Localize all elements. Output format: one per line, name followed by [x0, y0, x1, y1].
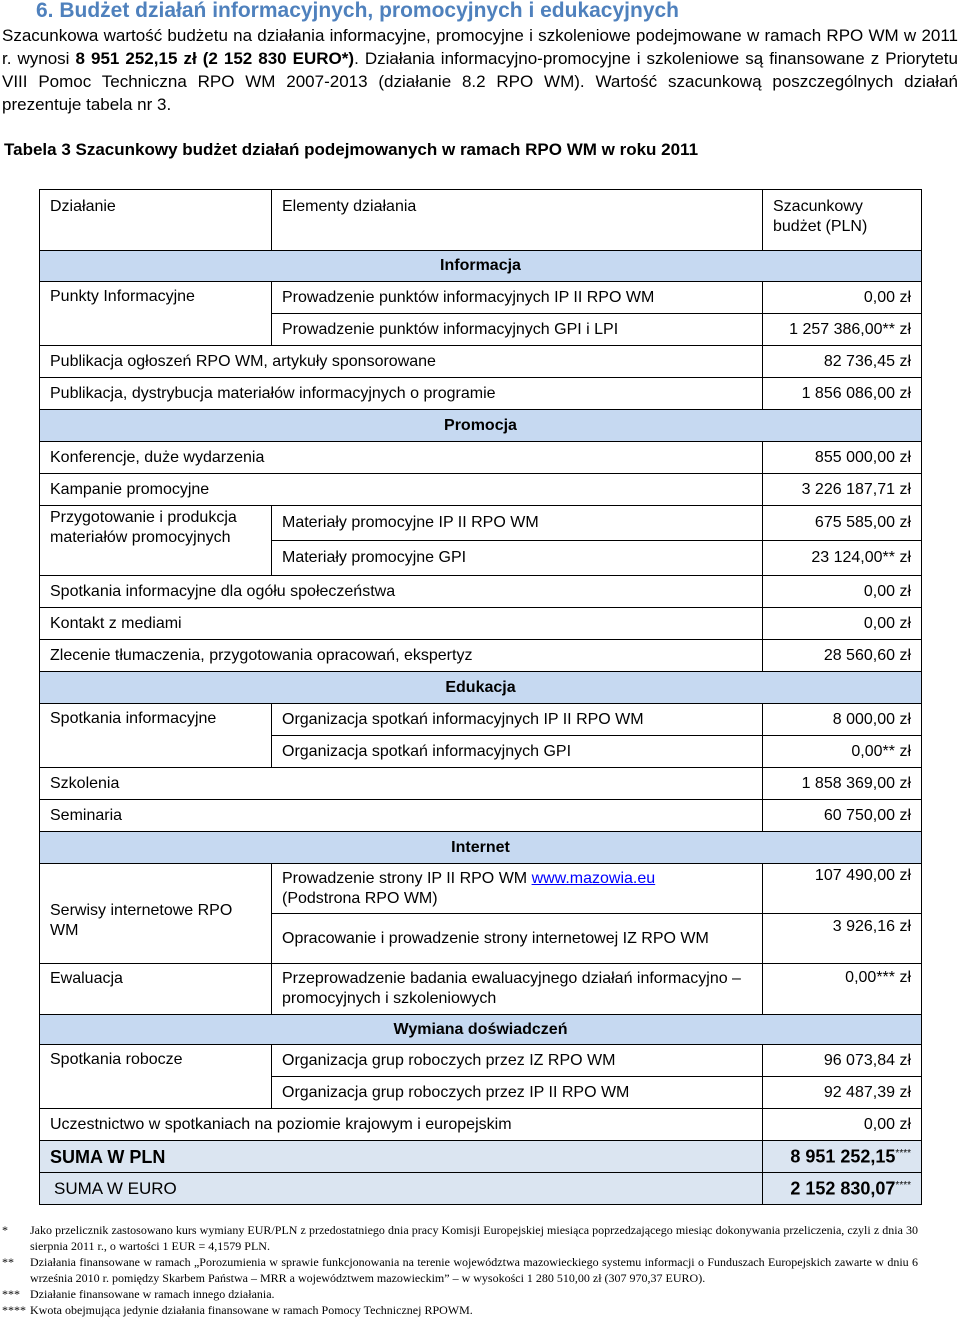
footnotes — [0, 1222, 960, 1318]
table-row — [40, 474, 922, 506]
element-cell: Organizacja grup roboczych przez IZ RPO WM — [272, 1045, 763, 1077]
table-row — [40, 608, 922, 640]
row-kampanie: Kampanie promocyjne — [40, 474, 763, 506]
table-row — [40, 346, 922, 378]
sum-eur-mark: **** — [895, 1180, 911, 1192]
amount-cell: 28 560,60 zł — [763, 640, 922, 672]
section-informacja: Informacja — [40, 251, 922, 282]
footnote-mark: ** — [2, 1255, 14, 1269]
amount-cell: 23 124,00** zł — [763, 541, 922, 576]
section-row-wymiana — [40, 1015, 922, 1045]
footnote-text: Działania finansowane w ramach „Porozumienia w sprawie funkcjonowania na terenie województwa mazowieckiego systemu informacji o Funduszach Europejskich zawarte w dniu 6 września 2010 r. pomiędzy Skarbem Państwa – MRR a województwem mazowieckim” – w wysokości 1 280 510,00 zł (307 970,37 EURO). — [30, 1255, 918, 1285]
amount-cell: 96 073,84 zł — [763, 1045, 922, 1077]
sum-pln-label: SUMA W PLN — [40, 1141, 763, 1173]
table-row — [40, 1109, 922, 1141]
mazowia-link[interactable]: www.mazowia.eu — [531, 869, 656, 887]
table-caption: Tabela 3 Szacunkowy budżet działań podejmowanych w ramach RPO WM w roku 2011 — [4, 140, 699, 159]
serwisy-podstrona: (Podstrona RPO WM) — [282, 889, 438, 907]
serwisy-text: Prowadzenie strony IP II RPO WM — [282, 869, 532, 887]
section-row-edukacja — [40, 672, 922, 704]
row-publikacja-dystrybucja: Publikacja, dystrybucja materiałów informacyjnych o programie — [40, 378, 763, 410]
table-row — [40, 864, 922, 914]
amount-cell: 0,00 zł — [763, 608, 922, 640]
footnote-text: Działanie finansowane w ramach innego działania. — [30, 1287, 275, 1301]
row-zlecenie: Zlecenie tłumaczenia, przygotowania opracowań, ekspertyz — [40, 640, 763, 672]
table-row — [40, 378, 922, 410]
amount-cell: 0,00 zł — [763, 282, 922, 314]
table-header-row — [40, 190, 922, 251]
intro-text-1: Szacunkowa wartość budżetu na działania informacyjne, promocyjne i szkoleniowe podejmowane w ramach RPO WM w 2011 r. wynosi — [2, 26, 958, 68]
table-row — [40, 640, 922, 672]
amount-cell: 0,00*** zł — [763, 964, 922, 1015]
section-edukacja: Edukacja — [40, 672, 922, 704]
table-row — [40, 800, 922, 832]
row-serwisy: Serwisy internetowe RPO WM — [40, 864, 272, 964]
element-cell: Materiały promocyjne GPI — [272, 541, 763, 576]
row-przygotowanie: Przygotowanie i produkcja materiałów promocyjnych — [40, 506, 272, 576]
footnote-1 — [0, 1222, 960, 1254]
amount-cell: 1 257 386,00** zł — [763, 314, 922, 346]
amount-cell: 0,00 zł — [763, 576, 922, 608]
sum-pln-row — [40, 1141, 922, 1173]
section-row-informacja — [40, 251, 922, 282]
header-elementy: Elementy działania — [272, 190, 763, 251]
element-cell: Prowadzenie punktów informacyjnych IP II RPO WM — [272, 282, 763, 314]
footnote-mark: **** — [2, 1303, 26, 1317]
amount-cell: 855 000,00 zł — [763, 442, 922, 474]
footnote-text: Jako przelicznik zastosowano kurs wymiany EUR/PLN z przedostatniego dnia pracy Komisji Europejskiej miesiąca poprzedzającego miesiąc dokonywania przeliczenia, czyli z dnia 30 sierpnia 2011 r., o wartości 1 EUR = 4,1579 PLN. — [30, 1223, 918, 1253]
intro-amount: 8 951 252,15 zł (2 152 830 EURO*) — [75, 49, 355, 68]
amount-cell: 1 856 086,00 zł — [763, 378, 922, 410]
budget-table — [39, 189, 922, 1205]
sum-eur-value: 2 152 830,07 — [790, 1178, 896, 1199]
table-row — [40, 576, 922, 608]
row-publikacja-ogloszen: Publikacja ogłoszeń RPO WM, artykuły sponsorowane — [40, 346, 763, 378]
element-cell: Materiały promocyjne IP II RPO WM — [272, 506, 763, 541]
amount-cell: 0,00 zł — [763, 1109, 922, 1141]
section-heading: 6. Budżet działań informacyjnych, promocyjnych i edukacyjnych — [36, 0, 680, 22]
table-row — [40, 282, 922, 314]
section-row-internet — [40, 832, 922, 864]
table-row — [40, 964, 922, 1015]
section-internet: Internet — [40, 832, 922, 864]
amount-cell: 3 926,16 zł — [763, 914, 922, 964]
row-ewaluacja: Ewaluacja — [40, 964, 272, 1015]
section-promocja: Promocja — [40, 410, 922, 442]
amount-cell: 675 585,00 zł — [763, 506, 922, 541]
header-budzet: Szacunkowy budżet (PLN) — [763, 190, 922, 251]
row-spotkania-ogol: Spotkania informacyjne dla ogółu społeczeństwa — [40, 576, 763, 608]
table-row — [40, 768, 922, 800]
row-punkty: Punkty Informacyjne — [40, 282, 272, 346]
row-spotkania-informacyjne: Spotkania informacyjne — [40, 704, 272, 768]
element-cell: Organizacja spotkań informacyjnych GPI — [272, 736, 763, 768]
table-row — [40, 506, 922, 541]
sum-pln-cell — [763, 1141, 922, 1173]
row-uczestnictwo: Uczestnictwo w spotkaniach na poziomie krajowym i europejskim — [40, 1109, 763, 1141]
table-row — [40, 1045, 922, 1077]
footnote-text: Kwota obejmująca jedynie działania finansowane w ramach Pomocy Technicznej RPOWM. — [30, 1303, 473, 1317]
table-row — [40, 704, 922, 736]
sum-eur-row — [40, 1173, 922, 1205]
sum-eur-label: SUMA W EURO — [40, 1173, 763, 1205]
row-szkolenia: Szkolenia — [40, 768, 763, 800]
element-cell: Opracowanie i prowadzenie strony internetowej IZ RPO WM — [272, 914, 763, 964]
amount-cell: 107 490,00 zł — [763, 864, 922, 914]
amount-cell: 92 487,39 zł — [763, 1077, 922, 1109]
section-wymiana: Wymiana doświadczeń — [40, 1015, 922, 1045]
footnote-mark: * — [2, 1223, 8, 1237]
sum-eur-cell — [763, 1173, 922, 1205]
footnote-mark: *** — [2, 1287, 20, 1301]
table-row — [40, 442, 922, 474]
footnote-3 — [0, 1286, 960, 1302]
amount-cell: 0,00** zł — [763, 736, 922, 768]
row-seminaria: Seminaria — [40, 800, 763, 832]
element-cell: Organizacja spotkań informacyjnych IP II RPO WM — [272, 704, 763, 736]
row-kontakt: Kontakt z mediami — [40, 608, 763, 640]
header-dzialanie: Działanie — [40, 190, 272, 251]
footnote-4 — [0, 1302, 960, 1318]
intro-text-2: . Działania informacyjno-promocyjne i szkoleniowe są finansowane z Priorytetu VIII Pomoc Techniczna RPO WM 2007-2013 (działanie 8.2 RPO WM). Wartość szacunkową poszczególnych działań prezentuje tabela nr 3. — [2, 49, 958, 114]
row-konferencje: Konferencje, duże wydarzenia — [40, 442, 763, 474]
sum-pln-value: 8 951 252,15 — [790, 1146, 896, 1167]
element-cell — [272, 864, 763, 914]
amount-cell: 82 736,45 zł — [763, 346, 922, 378]
section-row-promocja — [40, 410, 922, 442]
amount-cell: 1 858 369,00 zł — [763, 768, 922, 800]
amount-cell: 3 226 187,71 zł — [763, 474, 922, 506]
footnote-2 — [0, 1254, 960, 1286]
intro-paragraph — [2, 24, 958, 116]
sum-pln-mark: **** — [895, 1148, 911, 1160]
row-spotkania-robocze: Spotkania robocze — [40, 1045, 272, 1109]
amount-cell: 60 750,00 zł — [763, 800, 922, 832]
element-cell: Prowadzenie punktów informacyjnych GPI i LPI — [272, 314, 763, 346]
amount-cell: 8 000,00 zł — [763, 704, 922, 736]
element-cell: Organizacja grup roboczych przez IP II RPO WM — [272, 1077, 763, 1109]
element-cell: Przeprowadzenie badania ewaluacyjnego działań informacyjno – promocyjnych i szkoleniowych — [272, 964, 763, 1015]
